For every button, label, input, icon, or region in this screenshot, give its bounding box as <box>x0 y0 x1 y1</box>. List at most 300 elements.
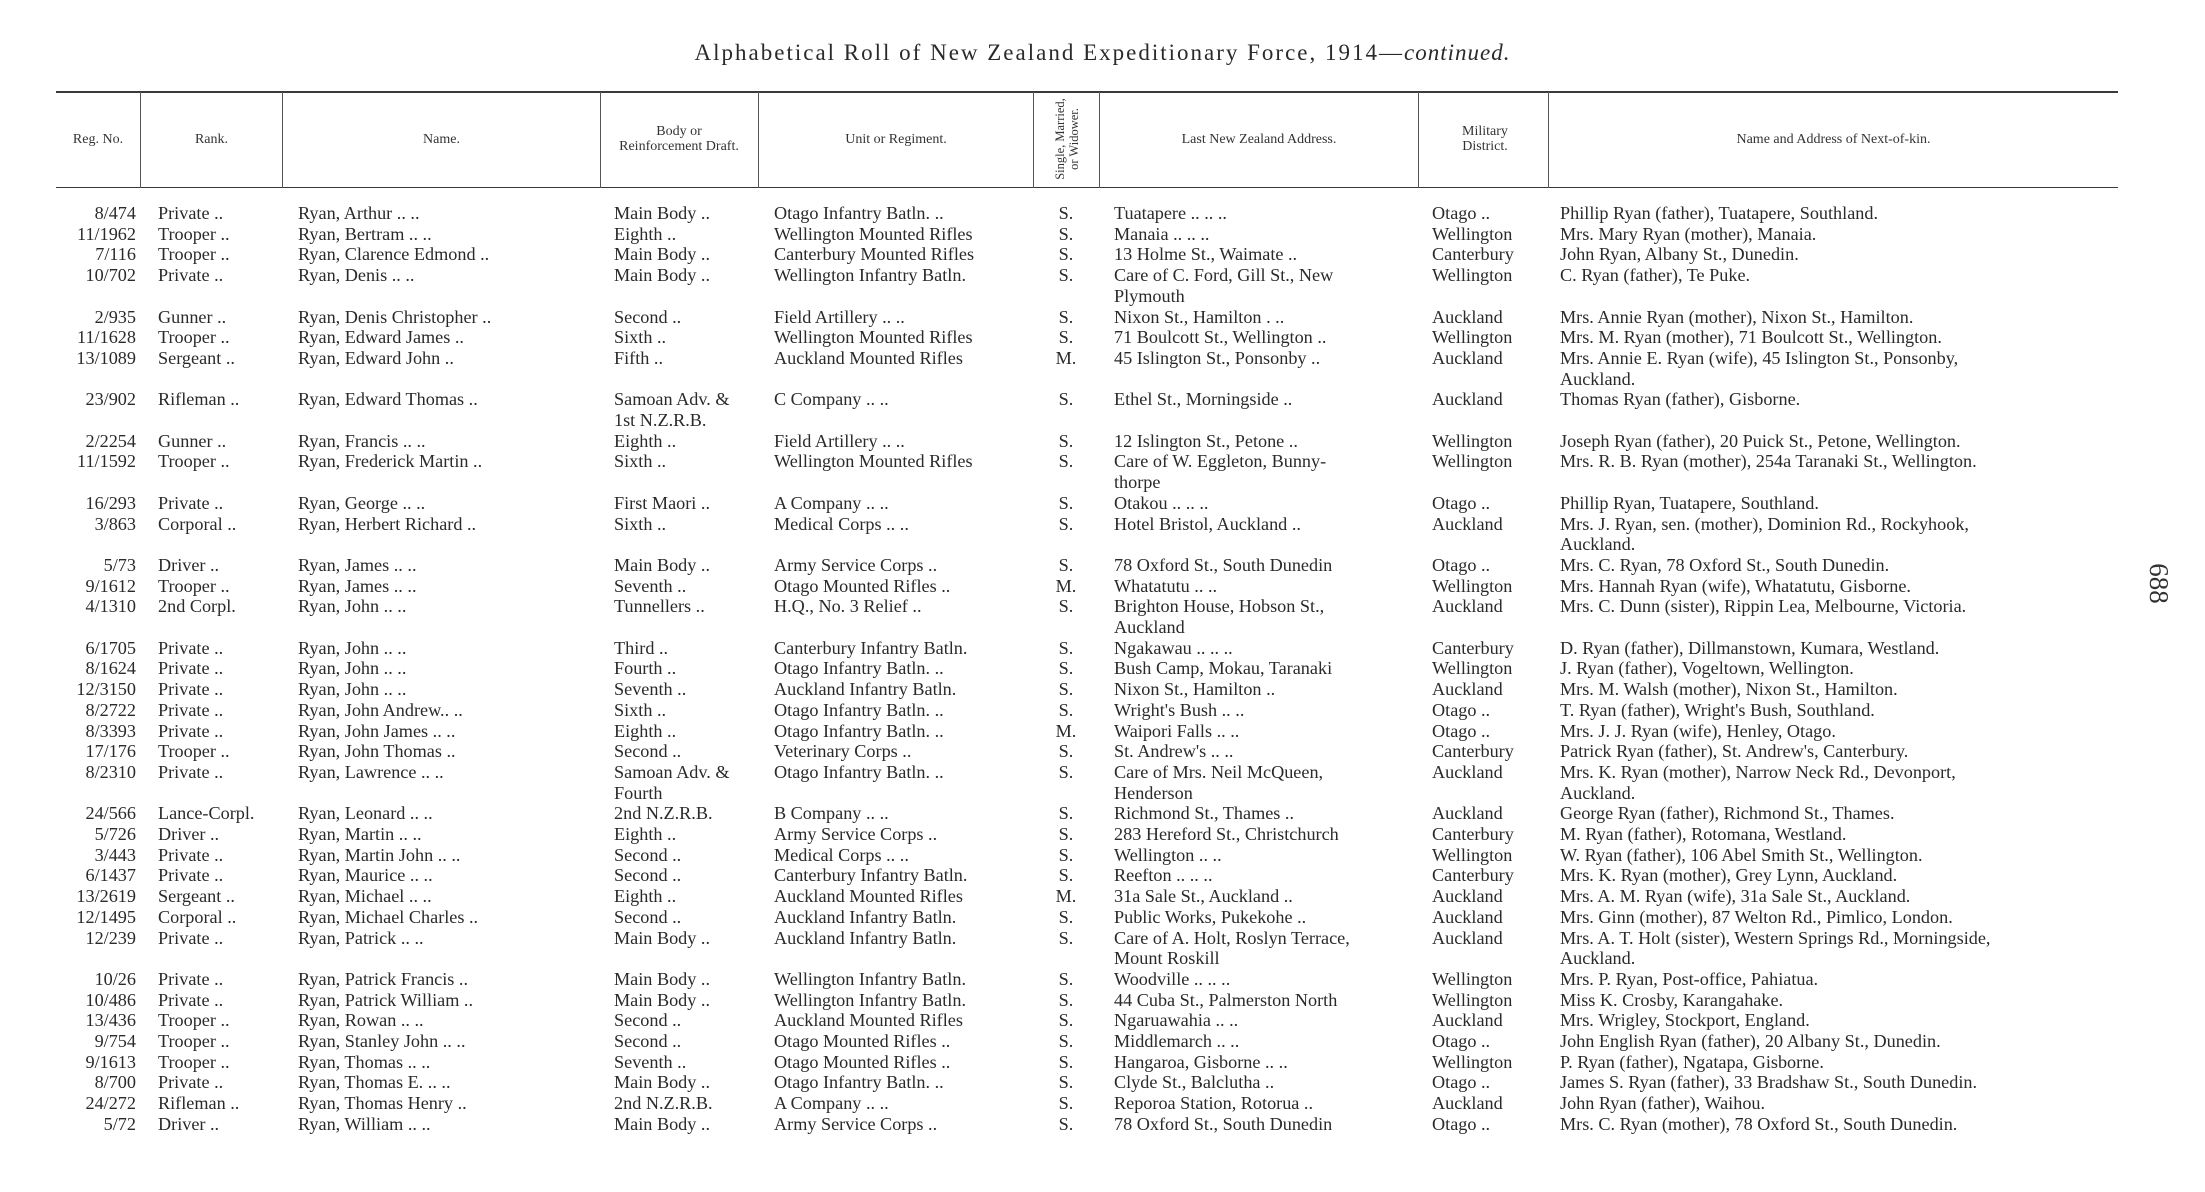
rank-cell: 2nd Corpl. <box>158 596 236 617</box>
address-cell: Ngaruawahia .. .. <box>1114 1010 1239 1031</box>
kin-cell: Mrs. P. Ryan, Post-office, Pahiatua. <box>1560 968 1819 989</box>
address-cell: Wellington .. .. <box>1114 844 1222 865</box>
rank-cell: Private .. <box>158 927 224 948</box>
address-cell: Brighton House, Hobson St., <box>1114 596 1325 617</box>
status-cell: S. <box>1058 327 1074 348</box>
rank-cell: Sergeant .. <box>158 347 235 368</box>
reg-cell: 2/2254 <box>85 430 136 451</box>
body-cell: Second .. <box>614 1010 682 1031</box>
kin-cell: Phillip Ryan, Tuatapere, Southland. <box>1560 492 1819 513</box>
reg-cell: 4/1310 <box>85 596 136 617</box>
district-cell: Auckland <box>1432 513 1503 534</box>
reg-cell: 9/1612 <box>85 575 136 596</box>
header-reg-no: Reg. No. <box>72 131 124 147</box>
name-cell: Ryan, Denis .. .. <box>298 265 415 286</box>
district-cell: Wellington <box>1432 968 1513 989</box>
body-cell: Main Body .. <box>614 927 710 948</box>
status-cell: S. <box>1058 803 1074 824</box>
reg-cell: 11/1592 <box>77 451 136 472</box>
district-cell: Wellington <box>1432 658 1513 679</box>
body-cell: Eighth .. <box>614 430 677 451</box>
kin-cell: T. Ryan (father), Wright's Bush, Southland. <box>1560 699 1875 720</box>
address-cell: Public Works, Pukekohe .. <box>1114 906 1307 927</box>
rank-cell: Gunner .. <box>158 430 227 451</box>
body-cell: Tunnellers .. <box>614 596 705 617</box>
district-cell: Canterbury <box>1432 865 1514 886</box>
reg-cell: 11/1628 <box>77 327 136 348</box>
kin-cell: Mrs. Hannah Ryan (wife), Whatatutu, Gisborne. <box>1560 575 1911 596</box>
rank-cell: Trooper .. <box>158 1051 230 1072</box>
rank-cell: Sergeant .. <box>158 886 235 907</box>
unit-cell: Auckland Mounted Rifles <box>774 1010 963 1031</box>
kin-cell: Mrs. J. Ryan, sen. (mother), Dominion Rd., Rockyhook, <box>1560 513 1969 534</box>
body-cell: Samoan Adv. & <box>614 389 730 410</box>
reg-cell: 9/754 <box>94 1031 136 1051</box>
district-cell: Otago .. <box>1432 1031 1491 1051</box>
address-cell: Henderson <box>1114 782 1193 803</box>
status-cell: S. <box>1058 968 1074 989</box>
address-cell: St. Andrew's .. .. <box>1114 741 1234 762</box>
district-cell: Otago .. <box>1432 492 1491 513</box>
district-cell: Otago .. <box>1432 720 1491 741</box>
body-cell: Fourth <box>614 782 663 803</box>
reg-cell: 11/1962 <box>77 223 136 244</box>
status-cell: M. <box>1055 347 1077 368</box>
name-cell: Ryan, Lawrence .. .. <box>298 761 444 782</box>
status-cell: S. <box>1058 513 1074 534</box>
name-cell: Ryan, Frederick Martin .. <box>298 451 483 472</box>
address-cell: 44 Cuba St., Palmerston North <box>1114 989 1338 1010</box>
kin-cell: Mrs. K. Ryan (mother), Narrow Neck Rd., Devonport, <box>1560 761 1956 782</box>
reg-cell: 12/1495 <box>76 906 136 927</box>
address-cell: 283 Hereford St., Christchurch <box>1114 824 1339 844</box>
header-rule <box>56 187 2118 188</box>
header-name: Name. <box>423 131 460 147</box>
reg-cell: 3/863 <box>94 513 136 534</box>
status-cell: M. <box>1055 886 1077 907</box>
unit-cell: Medical Corps .. .. <box>774 844 909 865</box>
unit-cell: Auckland Mounted Rifles <box>774 886 963 907</box>
address-cell: 78 Oxford St., South Dunedin <box>1114 554 1333 575</box>
unit-cell: C Company .. .. <box>774 389 889 410</box>
header-rank: Rank. <box>194 131 229 147</box>
kin-cell: M. Ryan (father), Rotomana, Westland. <box>1560 824 1847 844</box>
rank-cell: Driver .. <box>158 554 220 575</box>
kin-cell: Miss K. Crosby, Karangahake. <box>1560 989 1784 1010</box>
district-cell: Otago .. <box>1432 554 1491 575</box>
district-cell: Canterbury <box>1432 637 1514 658</box>
body-cell: Main Body .. <box>614 554 710 575</box>
body-cell: Second .. <box>614 844 682 865</box>
body-cell: First Maori .. <box>614 492 710 513</box>
district-cell: Auckland <box>1432 347 1503 368</box>
body-cell: Eighth .. <box>614 886 677 907</box>
unit-cell: B Company .. .. <box>774 803 889 824</box>
status-cell: S. <box>1058 451 1074 472</box>
reg-cell: 12/3150 <box>76 679 136 700</box>
body-cell: 2nd N.Z.R.B. <box>614 803 713 824</box>
name-cell: Ryan, Patrick Francis .. <box>298 968 469 989</box>
unit-cell: Otago Mounted Rifles .. <box>774 1031 951 1051</box>
address-cell: Auckland <box>1114 617 1185 637</box>
name-cell: Ryan, Leonard .. .. <box>298 803 433 824</box>
reg-cell: 5/726 <box>94 824 136 844</box>
unit-cell: Auckland Infantry Batln. <box>774 927 957 948</box>
title-main: Alphabetical Roll of New Zealand Expeditionary Force, 1914— <box>694 40 1404 65</box>
district-cell: Wellington <box>1432 844 1513 865</box>
reg-cell: 10/486 <box>85 989 136 1010</box>
district-cell: Otago .. <box>1432 1113 1491 1134</box>
name-cell: Ryan, Francis .. .. <box>298 430 426 451</box>
status-cell: S. <box>1058 492 1074 513</box>
rank-cell: Trooper .. <box>158 1031 230 1051</box>
kin-cell: Auckland. <box>1560 948 1636 969</box>
rank-cell: Trooper .. <box>158 741 230 762</box>
status-cell: S. <box>1058 637 1074 658</box>
reg-cell: 10/26 <box>94 968 136 989</box>
status-cell: S. <box>1058 658 1074 679</box>
kin-cell: Mrs. J. J. Ryan (wife), Henley, Otago. <box>1560 720 1836 741</box>
status-cell: S. <box>1058 1072 1074 1093</box>
unit-cell: Otago Infantry Batln. .. <box>774 658 944 679</box>
district-cell: Auckland <box>1432 761 1503 782</box>
rank-cell: Private .. <box>158 699 224 720</box>
kin-cell: Mrs. Annie E. Ryan (wife), 45 Islington St., Ponsonby, <box>1560 347 1959 368</box>
address-cell: Wright's Bush .. .. <box>1114 699 1245 720</box>
reg-cell: 13/436 <box>85 1010 136 1031</box>
status-cell: S. <box>1058 389 1074 410</box>
unit-cell: Canterbury Infantry Batln. <box>774 637 968 658</box>
district-cell: Wellington <box>1432 430 1513 451</box>
kin-cell: Auckland. <box>1560 534 1636 555</box>
rank-cell: Rifleman .. <box>158 389 240 410</box>
reg-cell: 24/272 <box>85 1093 136 1114</box>
rank-cell: Private .. <box>158 968 224 989</box>
name-cell: Ryan, Martin John .. .. <box>298 844 461 865</box>
name-cell: Ryan, Thomas .. .. <box>298 1051 431 1072</box>
status-cell: S. <box>1058 927 1074 948</box>
kin-cell: James S. Ryan (father), 33 Bradshaw St., South Dunedin. <box>1560 1072 1978 1093</box>
kin-cell: D. Ryan (father), Dillmanstown, Kumara, Westland. <box>1560 637 1940 658</box>
kin-cell: Mrs. M. Walsh (mother), Nixon St., Hamilton. <box>1560 679 1898 700</box>
header-kin: Name and Address of Next-of-kin. <box>1736 131 1931 147</box>
name-cell: Ryan, George .. .. <box>298 492 426 513</box>
reg-cell: 8/700 <box>94 1072 136 1093</box>
district-cell: Auckland <box>1432 596 1503 617</box>
unit-cell: Medical Corps .. .. <box>774 513 909 534</box>
rank-cell: Private .. <box>158 492 224 513</box>
status-cell: S. <box>1058 1113 1074 1134</box>
unit-cell: Army Service Corps .. <box>774 554 938 575</box>
name-cell: Ryan, Patrick William .. <box>298 989 474 1010</box>
reg-cell: 5/72 <box>103 1113 136 1134</box>
address-cell: 13 Holme St., Waimate .. <box>1114 244 1298 265</box>
kin-cell: Mrs. C. Ryan (mother), 78 Oxford St., South Dunedin. <box>1560 1113 1958 1134</box>
header-district: Military District. <box>1462 124 1508 154</box>
unit-cell: Otago Infantry Batln. .. <box>774 761 944 782</box>
name-cell: Ryan, William .. .. <box>298 1113 431 1134</box>
status-cell: S. <box>1058 844 1074 865</box>
body-cell: Main Body .. <box>614 1113 710 1134</box>
top-rule <box>56 91 2118 93</box>
status-cell: S. <box>1058 244 1074 265</box>
status-cell: S. <box>1058 741 1074 762</box>
unit-cell: Wellington Infantry Batln. <box>774 265 966 286</box>
name-cell: Ryan, Bertram .. .. <box>298 223 432 244</box>
district-cell: Wellington <box>1432 265 1513 286</box>
address-cell: Reporoa Station, Rotorua .. <box>1114 1093 1314 1114</box>
district-cell: Wellington <box>1432 451 1513 472</box>
status-cell: S. <box>1058 554 1074 575</box>
col-divider <box>600 92 601 188</box>
address-cell: Bush Camp, Mokau, Taranaki <box>1114 658 1333 679</box>
district-cell: Wellington <box>1432 989 1513 1010</box>
name-cell: Ryan, Thomas Henry .. <box>298 1093 467 1114</box>
kin-cell: C. Ryan (father), Te Puke. <box>1560 265 1751 286</box>
address-cell: 78 Oxford St., South Dunedin <box>1114 1113 1333 1134</box>
body-cell: Second .. <box>614 306 682 327</box>
status-cell: S. <box>1058 223 1074 244</box>
body-cell: Seventh .. <box>614 679 687 700</box>
reg-cell: 2/935 <box>94 306 136 327</box>
reg-cell: 3/443 <box>94 844 136 865</box>
unit-cell: Field Artillery .. .. <box>774 306 905 327</box>
kin-cell: John Ryan (father), Waihou. <box>1560 1093 1766 1114</box>
status-cell: S. <box>1058 906 1074 927</box>
address-cell: Care of Mrs. Neil McQueen, <box>1114 761 1324 782</box>
rank-cell: Private .. <box>158 844 224 865</box>
kin-cell: Thomas Ryan (father), Gisborne. <box>1560 389 1801 410</box>
reg-cell: 6/1705 <box>85 637 136 658</box>
rank-cell: Trooper .. <box>158 223 230 244</box>
unit-cell: Otago Mounted Rifles .. <box>774 1051 951 1072</box>
body-cell: Main Body .. <box>614 1072 710 1093</box>
name-cell: Ryan, John Thomas .. <box>298 741 456 762</box>
kin-cell: Auckland. <box>1560 782 1636 803</box>
rank-cell: Lance-Corpl. <box>158 803 255 824</box>
address-cell: Richmond St., Thames .. <box>1114 803 1295 824</box>
address-cell: thorpe <box>1114 472 1161 493</box>
unit-cell: Auckland Mounted Rifles <box>774 347 963 368</box>
kin-cell: Mrs. A. M. Ryan (wife), 31a Sale St., Auckland. <box>1560 886 1911 907</box>
body-cell: Main Body .. <box>614 265 710 286</box>
rank-cell: Trooper .. <box>158 575 230 596</box>
address-cell: Ngakawau .. .. .. <box>1114 637 1233 658</box>
name-cell: Ryan, John Andrew.. .. <box>298 699 463 720</box>
body-cell: Third .. <box>614 637 669 658</box>
status-cell: M. <box>1055 575 1077 596</box>
unit-cell: A Company .. .. <box>774 492 889 513</box>
district-cell: Auckland <box>1432 927 1503 948</box>
body-cell: Fifth .. <box>614 347 664 368</box>
reg-cell: 24/566 <box>85 803 136 824</box>
address-cell: Middlemarch .. .. <box>1114 1031 1240 1051</box>
district-cell: Wellington <box>1432 327 1513 348</box>
status-cell: M. <box>1055 720 1077 741</box>
district-cell: Auckland <box>1432 803 1503 824</box>
status-cell: S. <box>1058 761 1074 782</box>
body-cell: Main Body .. <box>614 203 710 223</box>
unit-cell: Army Service Corps .. <box>774 1113 938 1134</box>
status-cell: S. <box>1058 989 1074 1010</box>
district-cell: Wellington <box>1432 223 1513 244</box>
body-cell: Sixth .. <box>614 451 667 472</box>
district-cell: Auckland <box>1432 1010 1503 1031</box>
col-divider <box>1418 92 1419 188</box>
address-cell: Reefton .. .. .. <box>1114 865 1213 886</box>
address-cell: 12 Islington St., Petone .. <box>1114 430 1298 451</box>
rank-cell: Trooper .. <box>158 1010 230 1031</box>
address-cell: Clyde St., Balclutha .. <box>1114 1072 1275 1093</box>
district-cell: Canterbury <box>1432 741 1514 762</box>
kin-cell: John Ryan, Albany St., Dunedin. <box>1560 244 1799 265</box>
name-cell: Ryan, Denis Christopher .. <box>298 306 492 327</box>
status-cell: S. <box>1058 265 1074 286</box>
district-cell: Auckland <box>1432 306 1503 327</box>
district-cell: Wellington <box>1432 1051 1513 1072</box>
status-cell: S. <box>1058 1031 1074 1051</box>
unit-cell: Army Service Corps .. <box>774 824 938 844</box>
address-cell: Nixon St., Hamilton . .. <box>1114 306 1285 327</box>
address-cell: Waipori Falls .. .. <box>1114 720 1240 741</box>
rank-cell: Private .. <box>158 989 224 1010</box>
reg-cell: 7/116 <box>95 244 136 265</box>
reg-cell: 10/702 <box>85 265 136 286</box>
body-cell: Seventh .. <box>614 1051 687 1072</box>
district-cell: Auckland <box>1432 679 1503 700</box>
kin-cell: Mrs. C. Ryan, 78 Oxford St., South Dunedin. <box>1560 554 1890 575</box>
district-cell: Otago .. <box>1432 1072 1491 1093</box>
district-cell: Auckland <box>1432 906 1503 927</box>
status-cell: S. <box>1058 824 1074 844</box>
status-cell: S. <box>1058 699 1074 720</box>
kin-cell: Mrs. C. Dunn (sister), Rippin Lea, Melbourne, Victoria. <box>1560 596 1967 617</box>
unit-cell: Otago Mounted Rifles .. <box>774 575 951 596</box>
district-cell: Otago .. <box>1432 699 1491 720</box>
reg-cell: 17/176 <box>85 741 136 762</box>
address-cell: Plymouth <box>1114 285 1185 306</box>
body-cell: Second .. <box>614 1031 682 1051</box>
unit-cell: Otago Infantry Batln. .. <box>774 699 944 720</box>
address-cell: Manaia .. .. .. <box>1114 223 1210 244</box>
page-number: 688 <box>2143 563 2174 604</box>
kin-cell: Joseph Ryan (father), 20 Puick St., Petone, Wellington. <box>1560 430 1961 451</box>
district-cell: Auckland <box>1432 1093 1503 1114</box>
address-cell: Woodville .. .. .. <box>1114 968 1231 989</box>
rank-cell: Corporal .. <box>158 906 237 927</box>
body-cell: Seventh .. <box>614 575 687 596</box>
title-continued: continued. <box>1404 40 1511 65</box>
unit-cell: A Company .. .. <box>774 1093 889 1114</box>
unit-cell: Otago Infantry Batln. .. <box>774 203 944 223</box>
name-cell: Ryan, Edward Thomas .. <box>298 389 478 410</box>
unit-cell: Wellington Infantry Batln. <box>774 989 966 1010</box>
district-cell: Otago .. <box>1432 203 1491 223</box>
kin-cell: Mrs. Ginn (mother), 87 Welton Rd., Pimlico, London. <box>1560 906 1953 927</box>
rank-cell: Private .. <box>158 265 224 286</box>
status-cell: S. <box>1058 430 1074 451</box>
name-cell: Ryan, Thomas E. .. .. <box>298 1072 451 1093</box>
address-cell: 45 Islington St., Ponsonby .. <box>1114 347 1321 368</box>
body-cell: 2nd N.Z.R.B. <box>614 1093 713 1114</box>
address-cell: Nixon St., Hamilton .. <box>1114 679 1276 700</box>
name-cell: Ryan, John .. .. <box>298 637 407 658</box>
name-cell: Ryan, Maurice .. .. <box>298 865 433 886</box>
district-cell: Auckland <box>1432 389 1503 410</box>
status-cell: S. <box>1058 1093 1074 1114</box>
district-cell: Auckland <box>1432 886 1503 907</box>
address-cell: 71 Boulcott St., Wellington .. <box>1114 327 1327 348</box>
district-cell: Canterbury <box>1432 244 1514 265</box>
address-cell: Hangaroa, Gisborne .. .. <box>1114 1051 1288 1072</box>
body-cell: Second .. <box>614 906 682 927</box>
body-cell: Eighth .. <box>614 720 677 741</box>
name-cell: Ryan, Edward John .. <box>298 347 454 368</box>
reg-cell: 12/239 <box>85 927 136 948</box>
status-cell: S. <box>1058 1010 1074 1031</box>
body-cell: 1st N.Z.R.B. <box>614 410 707 430</box>
kin-cell: John English Ryan (father), 20 Albany St., Dunedin. <box>1560 1031 1941 1051</box>
body-cell: Samoan Adv. & <box>614 761 730 782</box>
kin-cell: Mrs. A. T. Holt (sister), Western Springs Rd., Morningside, <box>1560 927 1991 948</box>
reg-cell: 8/474 <box>94 203 136 223</box>
kin-cell: George Ryan (father), Richmond St., Thames. <box>1560 803 1895 824</box>
body-cell: Second .. <box>614 741 682 762</box>
rank-cell: Trooper .. <box>158 327 230 348</box>
unit-cell: Canterbury Mounted Rifles <box>774 244 975 265</box>
name-cell: Ryan, Herbert Richard .. <box>298 513 477 534</box>
kin-cell: Mrs. K. Ryan (mother), Grey Lynn, Auckland. <box>1560 865 1898 886</box>
unit-cell: Canterbury Infantry Batln. <box>774 865 968 886</box>
unit-cell: Auckland Infantry Batln. <box>774 679 957 700</box>
rank-cell: Rifleman .. <box>158 1093 240 1114</box>
kin-cell: Patrick Ryan (father), St. Andrew's, Canterbury. <box>1560 741 1909 762</box>
unit-cell: Otago Infantry Batln. .. <box>774 1072 944 1093</box>
status-cell: S. <box>1058 865 1074 886</box>
header-status-text: Single, Married, or Widower. <box>1053 98 1081 180</box>
rank-cell: Private .. <box>158 865 224 886</box>
body-cell: Eighth .. <box>614 223 677 244</box>
rank-cell: Private .. <box>158 720 224 741</box>
address-cell: Care of C. Ford, Gill St., New <box>1114 265 1334 286</box>
status-cell: S. <box>1058 306 1074 327</box>
rank-cell: Private .. <box>158 658 224 679</box>
reg-cell: 13/1089 <box>76 347 136 368</box>
name-cell: Ryan, Clarence Edmond .. <box>298 244 490 265</box>
address-cell: Hotel Bristol, Auckland .. <box>1114 513 1301 534</box>
body-cell: Eighth .. <box>614 824 677 844</box>
page-title <box>0 40 2205 66</box>
kin-cell: Mrs. M. Ryan (mother), 71 Boulcott St., Wellington. <box>1560 327 1942 348</box>
name-cell: Ryan, Arthur .. .. <box>298 203 420 223</box>
rank-cell: Private .. <box>158 1072 224 1093</box>
address-cell: Whatatutu .. .. <box>1114 575 1218 596</box>
kin-cell: Auckland. <box>1560 368 1636 389</box>
name-cell: Ryan, John .. .. <box>298 658 407 679</box>
body-cell: Sixth .. <box>614 513 667 534</box>
header-body: Body or Reinforcement Draft. <box>619 124 739 154</box>
kin-cell: J. Ryan (father), Vogeltown, Wellington. <box>1560 658 1854 679</box>
rank-cell: Trooper .. <box>158 244 230 265</box>
rank-cell: Trooper .. <box>158 451 230 472</box>
address-cell: 31a Sale St., Auckland .. <box>1114 886 1293 907</box>
kin-cell: Mrs. Mary Ryan (mother), Manaia. <box>1560 223 1817 244</box>
rank-cell: Private .. <box>158 679 224 700</box>
unit-cell: Auckland Infantry Batln. <box>774 906 957 927</box>
unit-cell: Wellington Mounted Rifles <box>774 327 973 348</box>
district-cell: Wellington <box>1432 575 1513 596</box>
unit-cell: Field Artillery .. .. <box>774 430 905 451</box>
